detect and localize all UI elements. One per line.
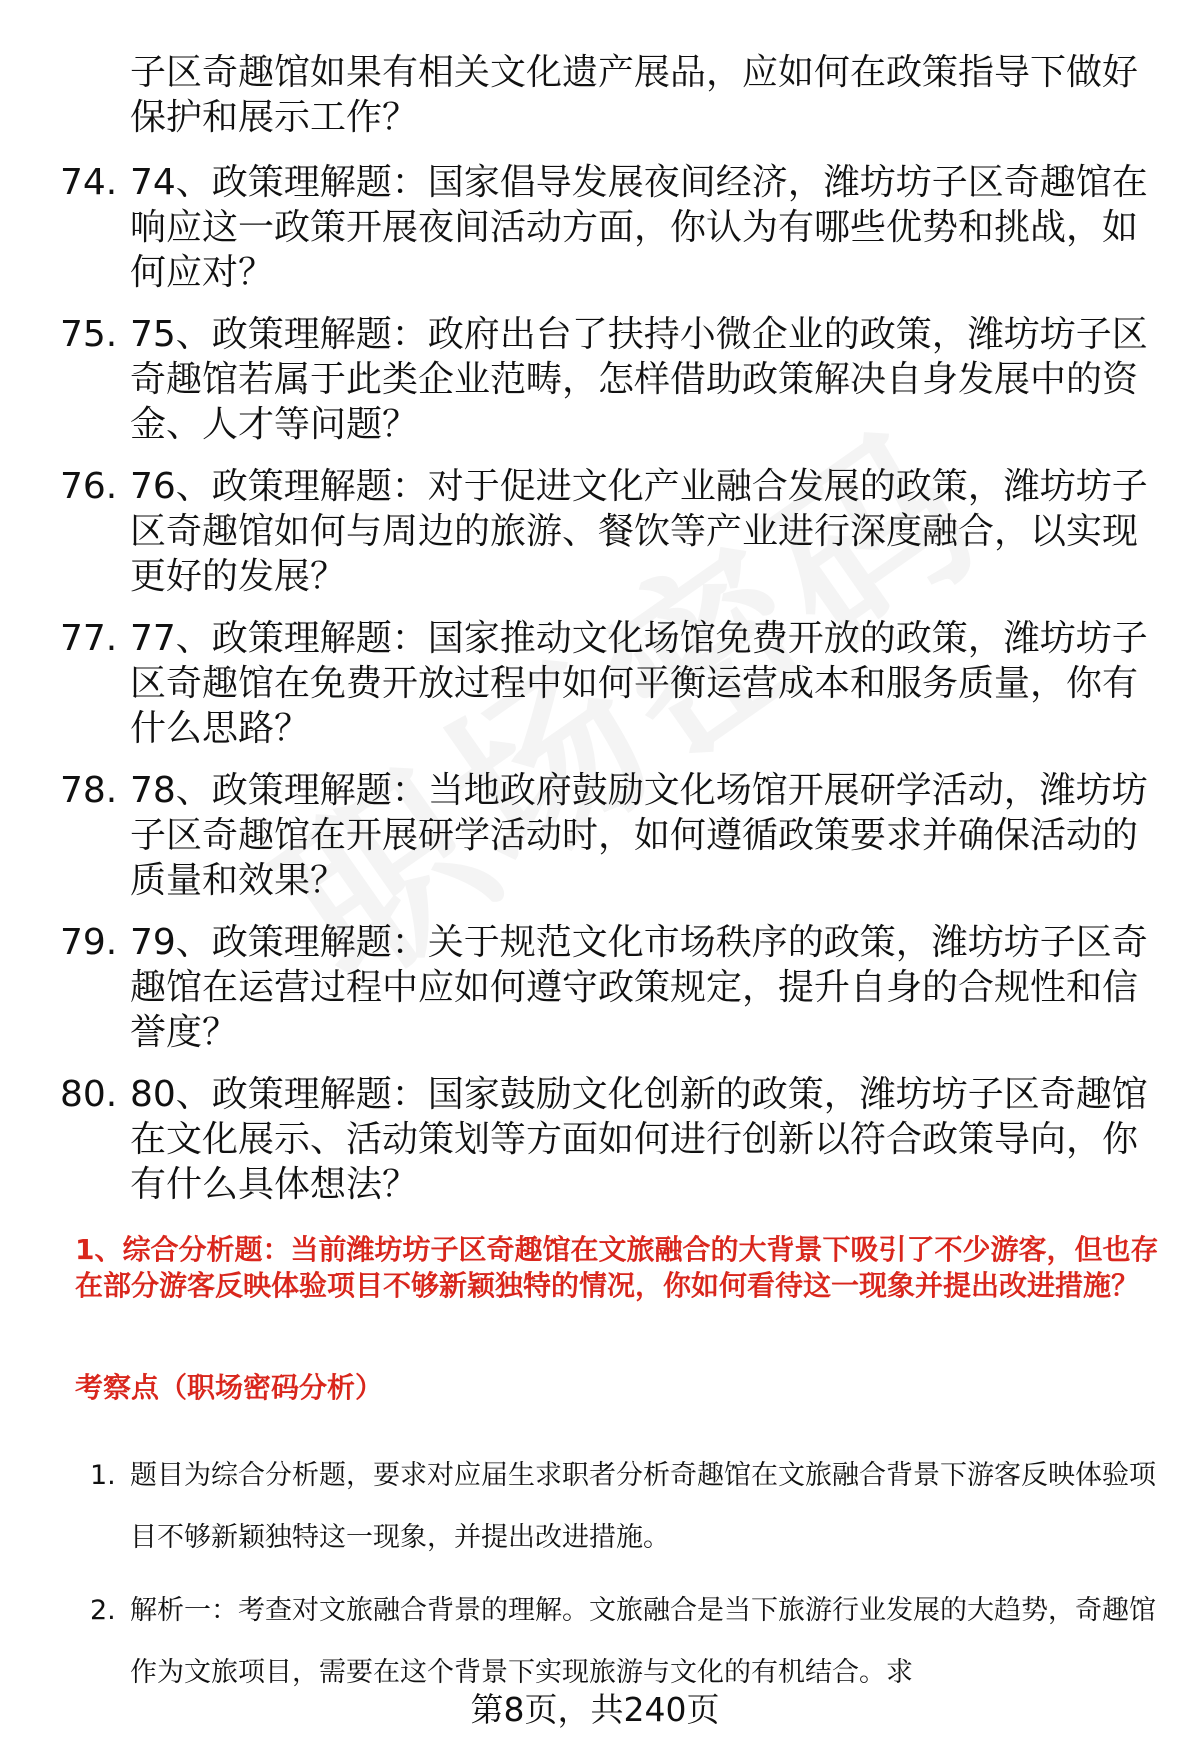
question-number: 80. (60, 1074, 118, 1115)
question-text: 76、政策理解题：对于促进文化产业融合发展的政策，潍坊坊子区奇趣馆如何与周边的旅游、餐饮等产业进行深度融合，以实现更好的发展？ (130, 466, 1148, 597)
analysis-question-heading: 1、综合分析题：当前潍坊坊子区奇趣馆在文旅融合的大背景下吸引了不少游客，但也存在部分游客反映体验项目不够新颖独特的情况，你如何看待这一现象并提出改进措施？ (75, 1233, 1159, 1302)
list-item (0, 312, 1190, 464)
question-73-continuation: 子区奇趣馆如果有相关文化遗产展品，应如何在政策指导下做好保护和展示工作？ (130, 52, 1139, 138)
question-text: 78、政策理解题：当地政府鼓励文化场馆开展研学活动，潍坊坊子区奇趣馆在开展研学活动时，如何遵循政策要求并确保活动的质量和效果？ (130, 770, 1148, 901)
point-number: 1. (90, 1460, 116, 1491)
question-text: 77、政策理解题：国家推动文化场馆免费开放的政策，潍坊坊子区奇趣馆在免费开放过程中如何平衡运营成本和服务质量，你有什么思路？ (130, 618, 1148, 749)
question-list (0, 160, 1190, 1224)
question-number: 74. (60, 162, 118, 203)
analysis-subheading: 考察点（职场密码分析） (75, 1371, 384, 1404)
question-number: 77. (60, 618, 118, 659)
point-text: 解析一：考查对文旅融合背景的理解。文旅融合是当下旅游行业发展的大趋势，奇趣馆作为文旅项目，需要在这个背景下实现旅游与文化的有机结合。求 (130, 1595, 1156, 1688)
point-text: 题目为综合分析题，要求对应届生求职者分析奇趣馆在文旅融合背景下游客反映体验项目不够新颖独特这一现象，并提出改进措施。 (130, 1460, 1156, 1553)
question-number: 78. (60, 770, 118, 811)
list-item (0, 920, 1190, 1072)
question-text: 75、政策理解题：政府出台了扶持小微企业的政策，潍坊坊子区奇趣馆若属于此类企业范畴，怎样借助政策解决自身发展中的资金、人才等问题？ (130, 314, 1148, 445)
question-text: 79、政策理解题：关于规范文化市场秩序的政策，潍坊坊子区奇趣馆在运营过程中应如何遵守政策规定，提升自身的合规性和信誉度？ (130, 922, 1148, 1053)
list-item (0, 616, 1190, 768)
analysis-point-list (0, 1445, 1190, 1715)
list-item (0, 768, 1190, 920)
list-item (0, 1445, 1190, 1580)
question-number: 76. (60, 466, 118, 507)
question-text: 74、政策理解题：国家倡导发展夜间经济，潍坊坊子区奇趣馆在响应这一政策开展夜间活动方面，你认为有哪些优势和挑战，如何应对？ (130, 162, 1148, 293)
list-item (0, 464, 1190, 616)
list-item (0, 160, 1190, 312)
question-text: 80、政策理解题：国家鼓励文化创新的政策，潍坊坊子区奇趣馆在文化展示、活动策划等方面如何进行创新以符合政策导向，你有什么具体想法？ (130, 1074, 1148, 1205)
question-number: 79. (60, 922, 118, 963)
question-number: 75. (60, 314, 118, 355)
page-footer: 第8页，共240页 (470, 1690, 720, 1729)
list-item (0, 1072, 1190, 1224)
point-number: 2. (90, 1595, 116, 1626)
